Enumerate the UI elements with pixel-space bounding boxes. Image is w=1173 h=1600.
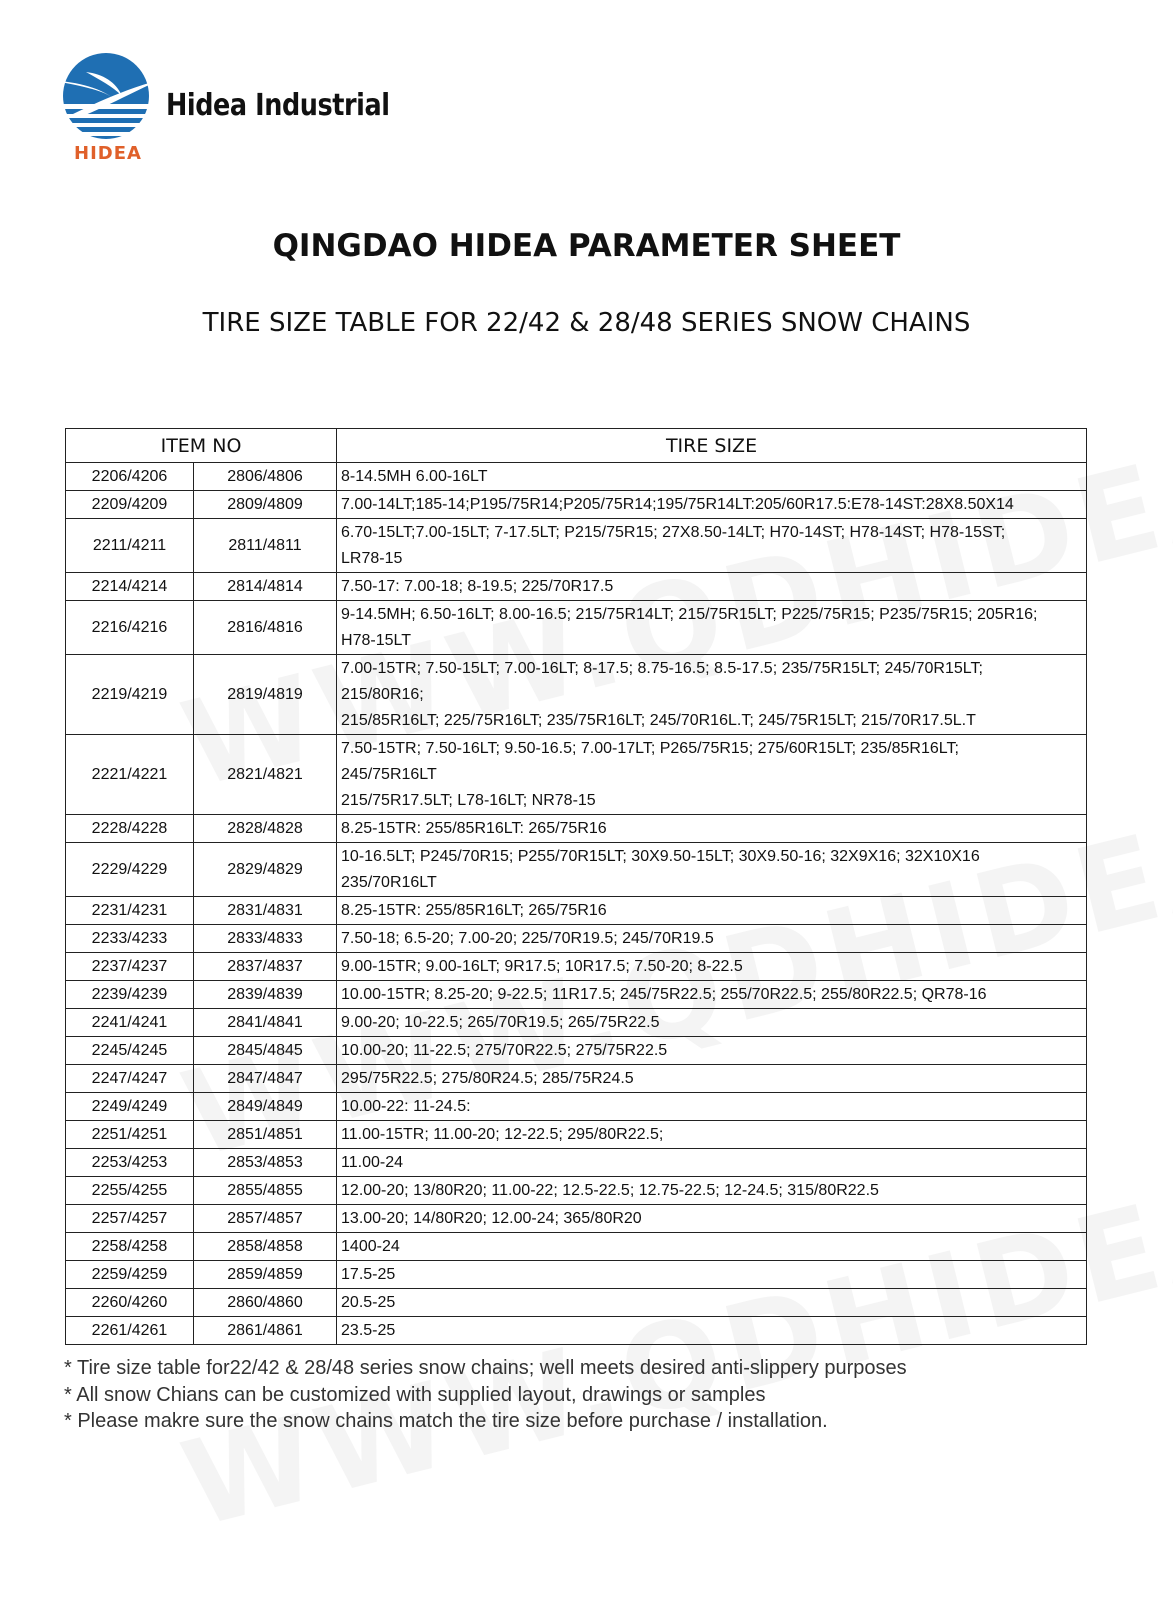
item-no-22-42: 2214/4214 — [66, 573, 194, 601]
tire-size-line: 7.50-18; 6.5-20; 7.00-20; 225/70R19.5; 245/70R19.5 — [341, 929, 714, 947]
tire-size-line: 23.5-25 — [341, 1321, 396, 1339]
tire-size-line: 295/75R22.5; 275/80R24.5; 285/75R24.5 — [341, 1069, 634, 1087]
tire-size-cell — [337, 1205, 1087, 1233]
header-item-no: ITEM NO — [66, 429, 337, 463]
table-row — [66, 1037, 1087, 1065]
item-no-28-48: 2811/4811 — [194, 519, 337, 573]
tire-size-cell — [337, 1037, 1087, 1065]
item-no-22-42: 2229/4229 — [66, 843, 194, 897]
item-no-22-42: 2241/4241 — [66, 1009, 194, 1037]
item-no-22-42: 2255/4255 — [66, 1177, 194, 1205]
table-row — [66, 601, 1087, 655]
tire-size-cell — [337, 735, 1087, 815]
item-no-28-48: 2816/4816 — [194, 601, 337, 655]
tire-size-line: 9.00-20; 10-22.5; 265/70R19.5; 265/75R22.5 — [341, 1013, 660, 1031]
item-no-28-48: 2839/4839 — [194, 981, 337, 1009]
tire-size-cell — [337, 1009, 1087, 1037]
item-no-28-48: 2828/4828 — [194, 815, 337, 843]
item-no-22-42: 2216/4216 — [66, 601, 194, 655]
item-no-28-48: 2837/4837 — [194, 953, 337, 981]
item-no-28-48: 2853/4853 — [194, 1149, 337, 1177]
tire-size-line: H78-15LT — [341, 631, 411, 649]
tire-size-line: 10.00-20; 11-22.5; 275/70R22.5; 275/75R22.5 — [341, 1041, 668, 1059]
item-no-22-42: 2231/4231 — [66, 897, 194, 925]
tire-size-line: 1400-24 — [341, 1237, 400, 1255]
tire-size-cell — [337, 1261, 1087, 1289]
tire-size-line: 8-14.5MH 6.00-16LT — [341, 467, 488, 485]
item-no-22-42: 2258/4258 — [66, 1233, 194, 1261]
item-no-28-48: 2847/4847 — [194, 1065, 337, 1093]
item-no-22-42: 2261/4261 — [66, 1317, 194, 1345]
tire-size-line: 9.00-15TR; 9.00-16LT; 9R17.5; 10R17.5; 7.50-20; 8-22.5 — [341, 957, 743, 975]
item-no-22-42: 2247/4247 — [66, 1065, 194, 1093]
item-no-22-42: 2209/4209 — [66, 491, 194, 519]
item-no-22-42: 2211/4211 — [66, 519, 194, 573]
hidea-globe-icon — [48, 52, 168, 144]
tire-size-cell — [337, 601, 1087, 655]
table-row — [66, 981, 1087, 1009]
item-no-22-42: 2259/4259 — [66, 1261, 194, 1289]
tire-size-line: LR78-15 — [341, 549, 403, 567]
tire-size-line: 235/70R16LT — [341, 873, 437, 891]
item-no-28-48: 2829/4829 — [194, 843, 337, 897]
item-no-28-48: 2809/4809 — [194, 491, 337, 519]
item-no-22-42: 2260/4260 — [66, 1289, 194, 1317]
tire-size-cell — [337, 655, 1087, 735]
tire-size-cell — [337, 491, 1087, 519]
tire-size-cell — [337, 925, 1087, 953]
item-no-22-42: 2257/4257 — [66, 1205, 194, 1233]
tire-size-cell — [337, 1065, 1087, 1093]
page-title: QINGDAO HIDEA PARAMETER SHEET — [272, 228, 901, 264]
header-tire-size: TIRE SIZE — [337, 429, 1087, 463]
table-row — [66, 1149, 1087, 1177]
tire-size-cell — [337, 953, 1087, 981]
tire-size-line: 7.00-14LT;185-14;P195/75R14;P205/75R14;195/75R14LT:205/60R17.5:E78-14ST:28X8.50X14 — [341, 495, 1014, 513]
tire-size-cell — [337, 519, 1087, 573]
item-no-28-48: 2855/4855 — [194, 1177, 337, 1205]
item-no-22-42: 2239/4239 — [66, 981, 194, 1009]
tire-size-cell — [337, 897, 1087, 925]
tire-size-line: 245/75R16LT — [341, 765, 437, 783]
item-no-22-42: 2249/4249 — [66, 1093, 194, 1121]
table-row — [66, 1121, 1087, 1149]
table-row — [66, 897, 1087, 925]
table-row — [66, 573, 1087, 601]
table-row — [66, 463, 1087, 491]
brand-name: Hidea Industrial — [166, 88, 390, 123]
footnote: * Please makre sure the snow chains match the tire size before purchase / installation. — [64, 1410, 828, 1432]
table-row — [66, 1093, 1087, 1121]
item-no-28-48: 2851/4851 — [194, 1121, 337, 1149]
tire-size-line: 9-14.5MH; 6.50-16LT; 8.00-16.5; 215/75R14LT; 215/75R15LT; P225/75R15; P235/75R15; 205R16; — [341, 605, 1038, 623]
tire-size-cell — [337, 1093, 1087, 1121]
footnote: * Tire size table for22/42 & 28/48 series snow chains; well meets desired anti-slippery purposes — [64, 1357, 907, 1379]
tire-size-line: 215/85R16LT; 225/75R16LT; 235/75R16LT; 245/70R16L.T; 245/75R15LT; 215/70R17.5L.T — [341, 711, 976, 729]
item-no-22-42: 2251/4251 — [66, 1121, 194, 1149]
table-row — [66, 1261, 1087, 1289]
item-no-28-48: 2861/4861 — [194, 1317, 337, 1345]
tire-size-line: 20.5-25 — [341, 1293, 396, 1311]
tire-size-line: 12.00-20; 13/80R20; 11.00-22; 12.5-22.5; 12.75-22.5; 12-24.5; 315/80R22.5 — [341, 1181, 879, 1199]
tire-size-line: 7.00-15TR; 7.50-15LT; 7.00-16LT; 8-17.5; 8.75-16.5; 8.5-17.5; 235/75R15LT; 245/70R15LT; — [341, 659, 983, 677]
item-no-22-42: 2206/4206 — [66, 463, 194, 491]
item-no-28-48: 2819/4819 — [194, 655, 337, 735]
tire-size-line: 8.25-15TR: 255/85R16LT: 265/75R16 — [341, 819, 607, 837]
item-no-28-48: 2841/4841 — [194, 1009, 337, 1037]
item-no-22-42: 2228/4228 — [66, 815, 194, 843]
item-no-22-42: 2233/4233 — [66, 925, 194, 953]
tire-size-line: 10.00-22: 11-24.5: — [341, 1097, 471, 1115]
hidea-logo — [48, 52, 168, 170]
footnote: * All snow Chians can be customized with supplied layout, drawings or samples — [64, 1383, 766, 1406]
logo-text: HIDEA — [74, 143, 142, 164]
tire-size-line: 11.00-24 — [341, 1153, 403, 1171]
item-no-28-48: 2814/4814 — [194, 573, 337, 601]
tire-size-line: 6.70-15LT;7.00-15LT; 7-17.5LT; P215/75R15; 27X8.50-14LT; H70-14ST; H78-14ST; H78-15ST; — [341, 523, 1006, 541]
table-row — [66, 815, 1087, 843]
item-no-28-48: 2849/4849 — [194, 1093, 337, 1121]
tire-size-line: 13.00-20; 14/80R20; 12.00-24; 365/80R20 — [341, 1209, 642, 1227]
item-no-22-42: 2237/4237 — [66, 953, 194, 981]
item-no-28-48: 2845/4845 — [194, 1037, 337, 1065]
tire-size-cell — [337, 1289, 1087, 1317]
table-row — [66, 1009, 1087, 1037]
table-header-row — [66, 429, 1087, 463]
table-row — [66, 491, 1087, 519]
item-no-28-48: 2833/4833 — [194, 925, 337, 953]
table-row — [66, 953, 1087, 981]
tire-size-cell — [337, 843, 1087, 897]
tire-size-line: 8.25-15TR: 255/85R16LT; 265/75R16 — [341, 901, 607, 919]
tire-size-cell — [337, 1177, 1087, 1205]
tire-size-cell — [337, 1149, 1087, 1177]
item-no-28-48: 2821/4821 — [194, 735, 337, 815]
table-row — [66, 1233, 1087, 1261]
tire-size-cell — [337, 1317, 1087, 1345]
item-no-22-42: 2221/4221 — [66, 735, 194, 815]
tire-size-cell — [337, 573, 1087, 601]
tire-size-line: 7.50-15TR; 7.50-16LT; 9.50-16.5; 7.00-17LT; P265/75R15; 275/60R15LT; 235/85R16LT; — [341, 739, 959, 757]
item-no-22-42: 2245/4245 — [66, 1037, 194, 1065]
tire-size-line: 10-16.5LT; P245/70R15; P255/70R15LT; 30X9.50-15LT; 30X9.50-16; 32X9X16; 32X10X16 — [341, 847, 980, 865]
tire-size-cell — [337, 1233, 1087, 1261]
tire-size-cell — [337, 1121, 1087, 1149]
table-row — [66, 1177, 1087, 1205]
tire-size-cell — [337, 463, 1087, 491]
table-row — [66, 1065, 1087, 1093]
tire-size-cell — [337, 815, 1087, 843]
tire-size-line: 10.00-15TR; 8.25-20; 9-22.5; 11R17.5; 245/75R22.5; 255/70R22.5; 255/80R22.5; QR78-16 — [341, 985, 987, 1003]
table-row — [66, 843, 1087, 897]
item-no-28-48: 2857/4857 — [194, 1205, 337, 1233]
tire-size-line: 11.00-15TR; 11.00-20; 12-22.5; 295/80R22.5; — [341, 1125, 664, 1143]
item-no-28-48: 2860/4860 — [194, 1289, 337, 1317]
item-no-28-48: 2831/4831 — [194, 897, 337, 925]
table-row — [66, 655, 1087, 735]
tire-size-line: 17.5-25 — [341, 1265, 396, 1283]
table-row — [66, 1205, 1087, 1233]
table-row — [66, 1317, 1087, 1345]
table-row — [66, 519, 1087, 573]
page-subtitle: TIRE SIZE TABLE FOR 22/42 & 28/48 SERIES SNOW CHAINS — [202, 308, 971, 338]
item-no-22-42: 2219/4219 — [66, 655, 194, 735]
tire-size-cell — [337, 981, 1087, 1009]
table-row — [66, 1289, 1087, 1317]
item-no-28-48: 2859/4859 — [194, 1261, 337, 1289]
tire-size-line: 215/75R17.5LT; L78-16LT; NR78-15 — [341, 791, 596, 809]
item-no-28-48: 2858/4858 — [194, 1233, 337, 1261]
table-row — [66, 925, 1087, 953]
item-no-28-48: 2806/4806 — [194, 463, 337, 491]
footnotes — [64, 1355, 907, 1435]
table-row — [66, 735, 1087, 815]
tire-size-table — [65, 428, 1087, 1345]
item-no-22-42: 2253/4253 — [66, 1149, 194, 1177]
tire-size-line: 7.50-17: 7.00-18; 8-19.5; 225/70R17.5 — [341, 577, 614, 595]
tire-size-line: 215/80R16; — [341, 685, 424, 703]
